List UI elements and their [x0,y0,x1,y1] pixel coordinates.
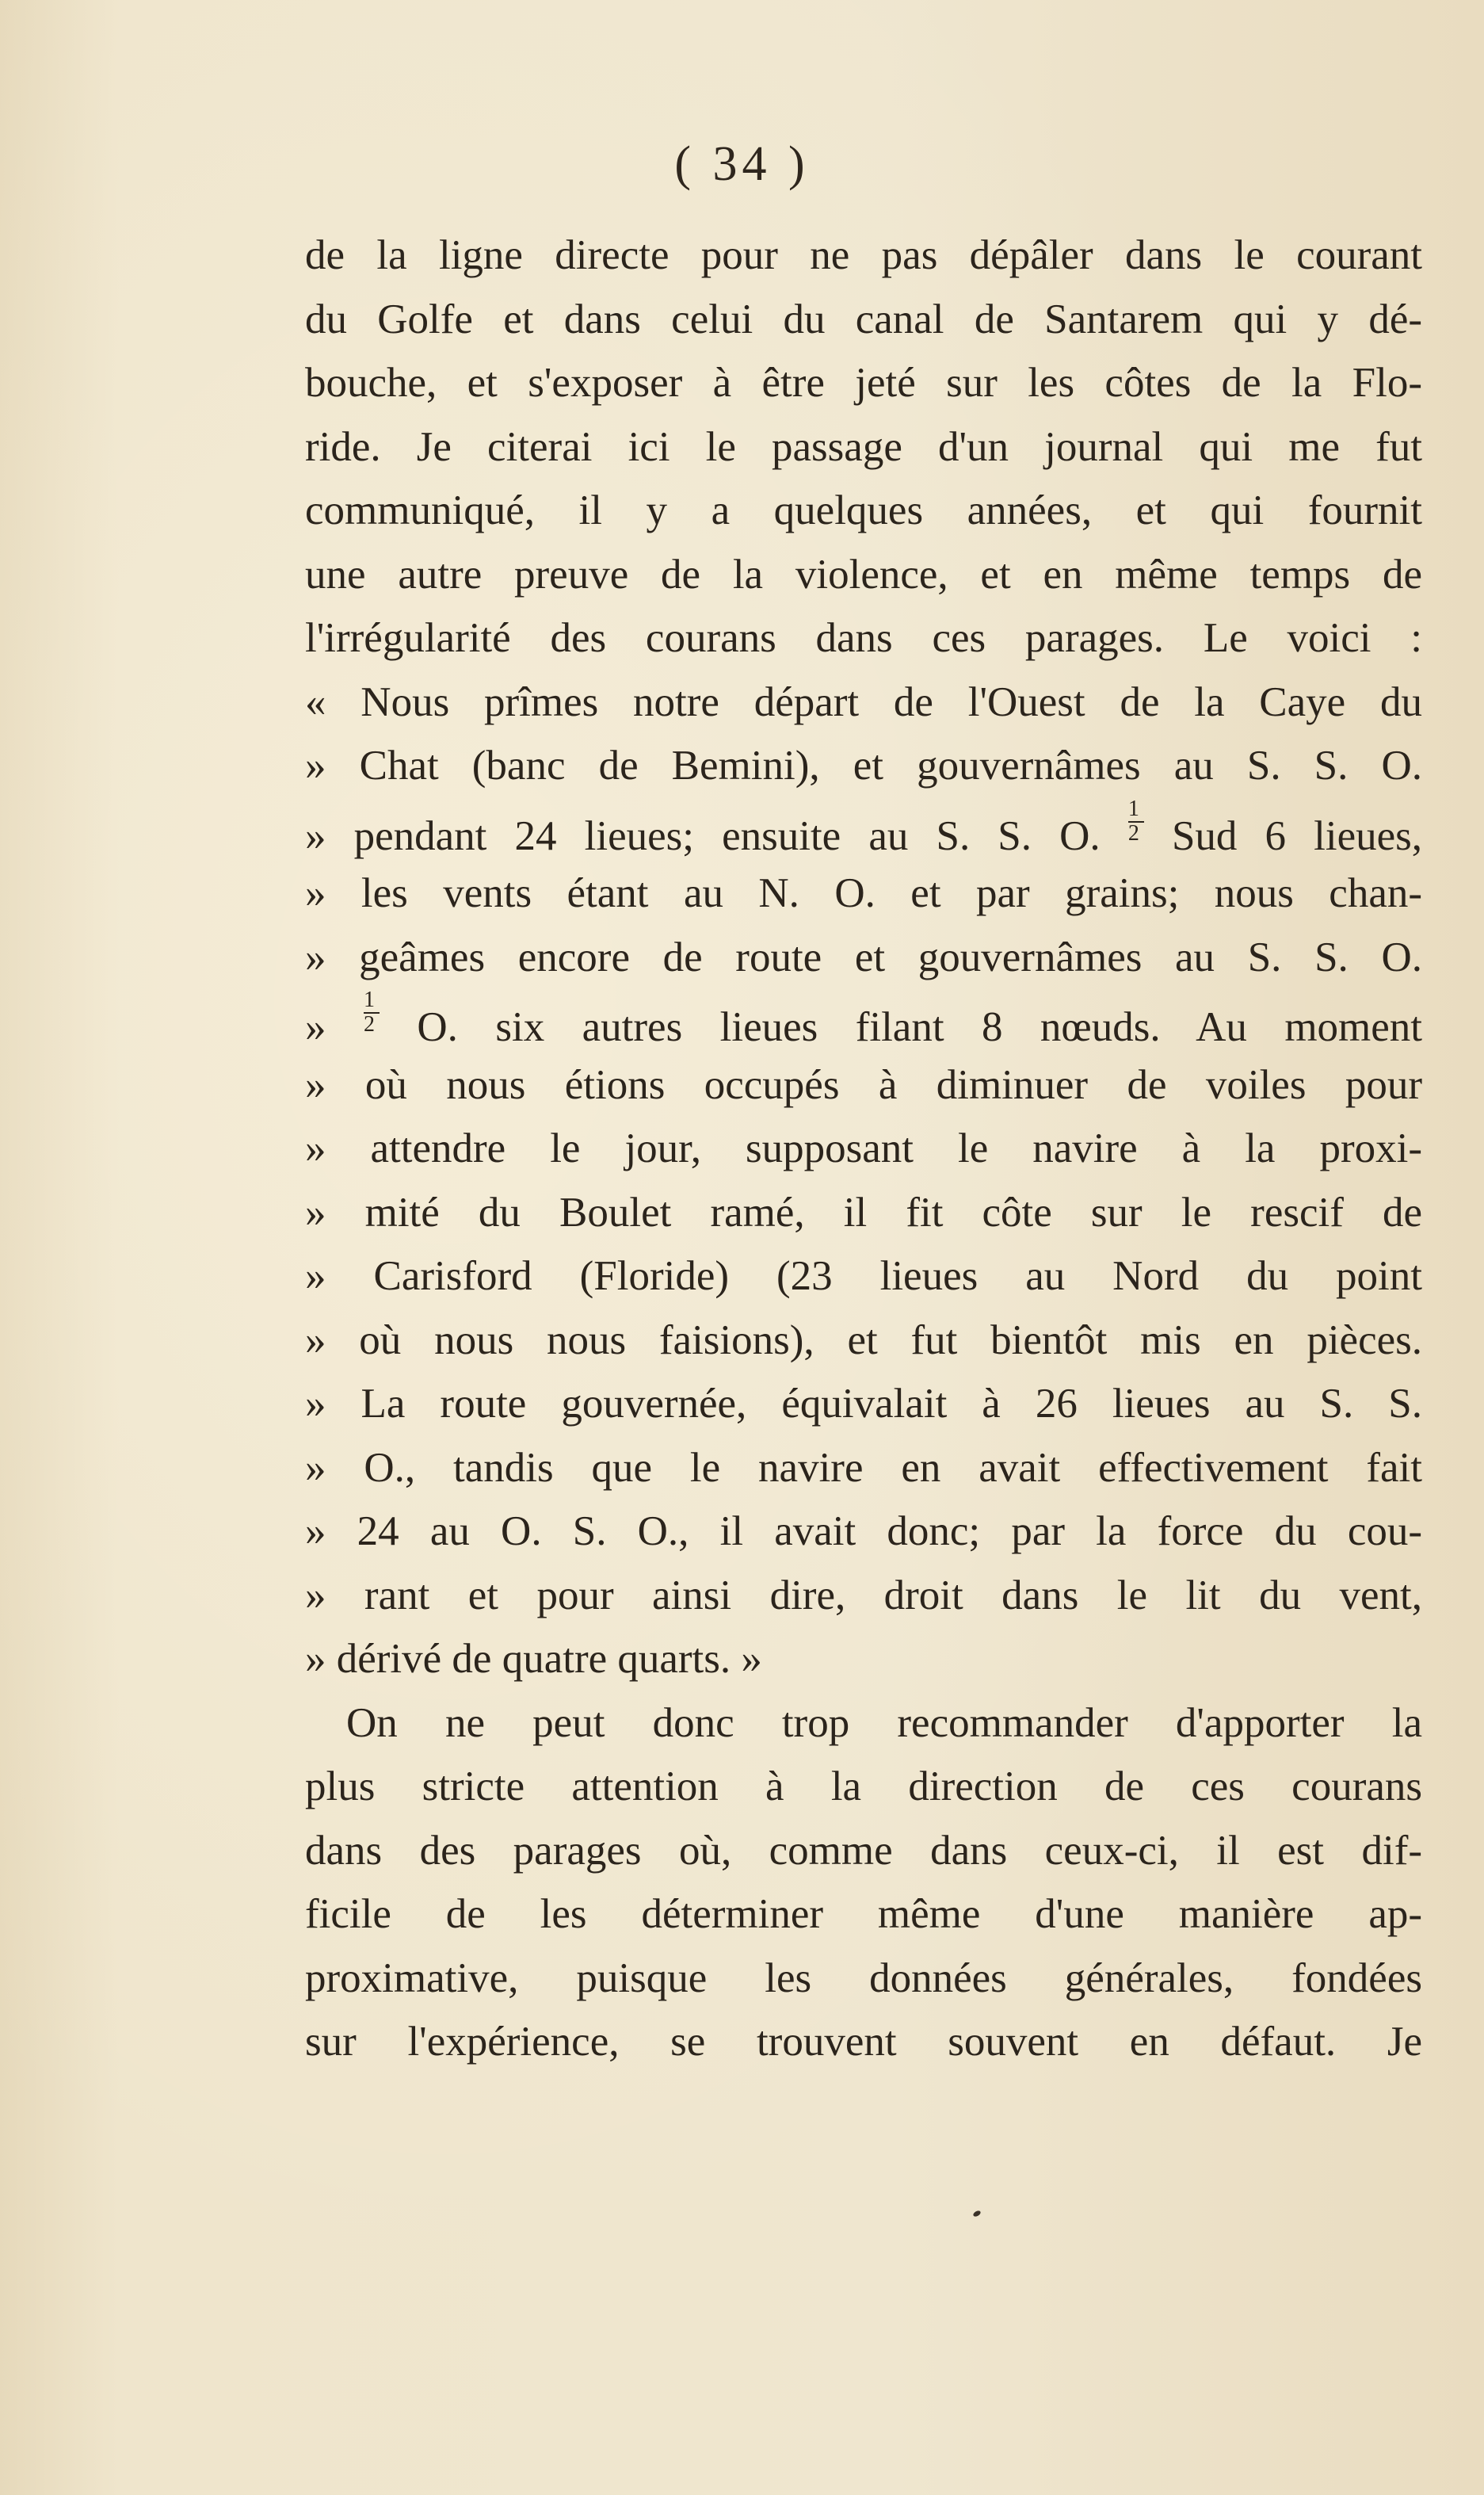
text-line: plus stricte attention à la direction de ces courans [305,1763,1422,1809]
quote-line: » Carisford (Floride) (23 lieues au Nord du point [305,1253,1422,1299]
fraction-numerator: 1 [1128,798,1144,823]
paragraph-first-line: On ne peut donc trop recommander d'apporter la [346,1699,1422,1746]
text-line: de la ligne directe pour ne pas dépâler dans le courant [305,232,1422,278]
text-line: communiqué, il y a quelques années, et qui fournit [305,487,1422,533]
quote-line: » les vents étant au N. O. et par grains; nous chan- [305,870,1422,916]
quote-segment: O. six autres lieues filant 8 nœuds. Au moment [417,1004,1423,1050]
page-text [305,224,1422,2074]
text-line: ride. Je citerai ici le passage d'un journal qui me fut [305,423,1422,470]
quote-segment: » pendant 24 lieues; ensuite au S. S. O. [305,812,1101,859]
quote-line: » rant et pour ainsi dire, droit dans le lit du vent, [305,1572,1422,1618]
quote-segment: » [305,1004,326,1050]
fraction-denominator: 2 [363,1012,375,1037]
quote-line: » 24 au O. S. O., il avait donc; par la force du cou- [305,1508,1422,1554]
fraction-denominator: 2 [1127,820,1139,846]
page-number: ( 34 ) [674,137,810,191]
fraction-half [1128,798,1144,845]
quote-line: » où nous nous faisions), et fut bientôt mis en pièces. [305,1316,1422,1363]
quote-line: » où nous étions occupés à diminuer de voiles pour [305,1061,1422,1108]
quote-line: » geâmes encore de route et gouvernâmes au S. S. O. [305,934,1422,980]
text-line: dans des parages où, comme dans ceux-ci, il est dif- [305,1827,1422,1874]
quote-line-fraction [305,989,1422,1053]
quote-segment: Sud 6 lieues, [1171,812,1423,859]
text-line: sur l'expérience, se trouvent souvent en défaut. Je [305,2019,1422,2065]
quote-line: » La route gouvernée, équivalait à 26 lieues au S. S. [305,1381,1422,1427]
quote-line: » attendre le jour, supposant le navire à la proxi- [305,1125,1422,1171]
quote-line: » dérivé de quatre quarts. » [305,1636,762,1682]
text-line: une autre preuve de la violence, et en même temps de [305,551,1422,598]
text-line: bouche, et s'exposer à être jeté sur les côtes de la Flo- [305,360,1422,406]
quote-line: » O., tandis que le navire en avait effectivement fait [305,1444,1422,1491]
paper-speck [972,2210,982,2218]
quote-line: » mité du Boulet ramé, il fit côte sur le rescif de [305,1189,1422,1236]
quote-line-fraction [305,798,1422,862]
text-line: ficile de les déterminer même d'une manière ap- [305,1891,1422,1937]
text-line: l'irrégularité des courans dans ces parages. Le voici : [305,615,1422,661]
fraction-half [364,989,380,1036]
quote-line: « Nous prîmes notre départ de l'Ouest de la Caye du [305,678,1422,725]
fraction-numerator: 1 [364,989,380,1014]
text-line: du Golfe et dans celui du canal de Santarem qui y dé- [305,296,1422,342]
text-line: proximative, puisque les données générales, fondées [305,1954,1422,2001]
quote-line: » Chat (banc de Bemini), et gouvernâmes au S. S. O. [305,743,1422,789]
